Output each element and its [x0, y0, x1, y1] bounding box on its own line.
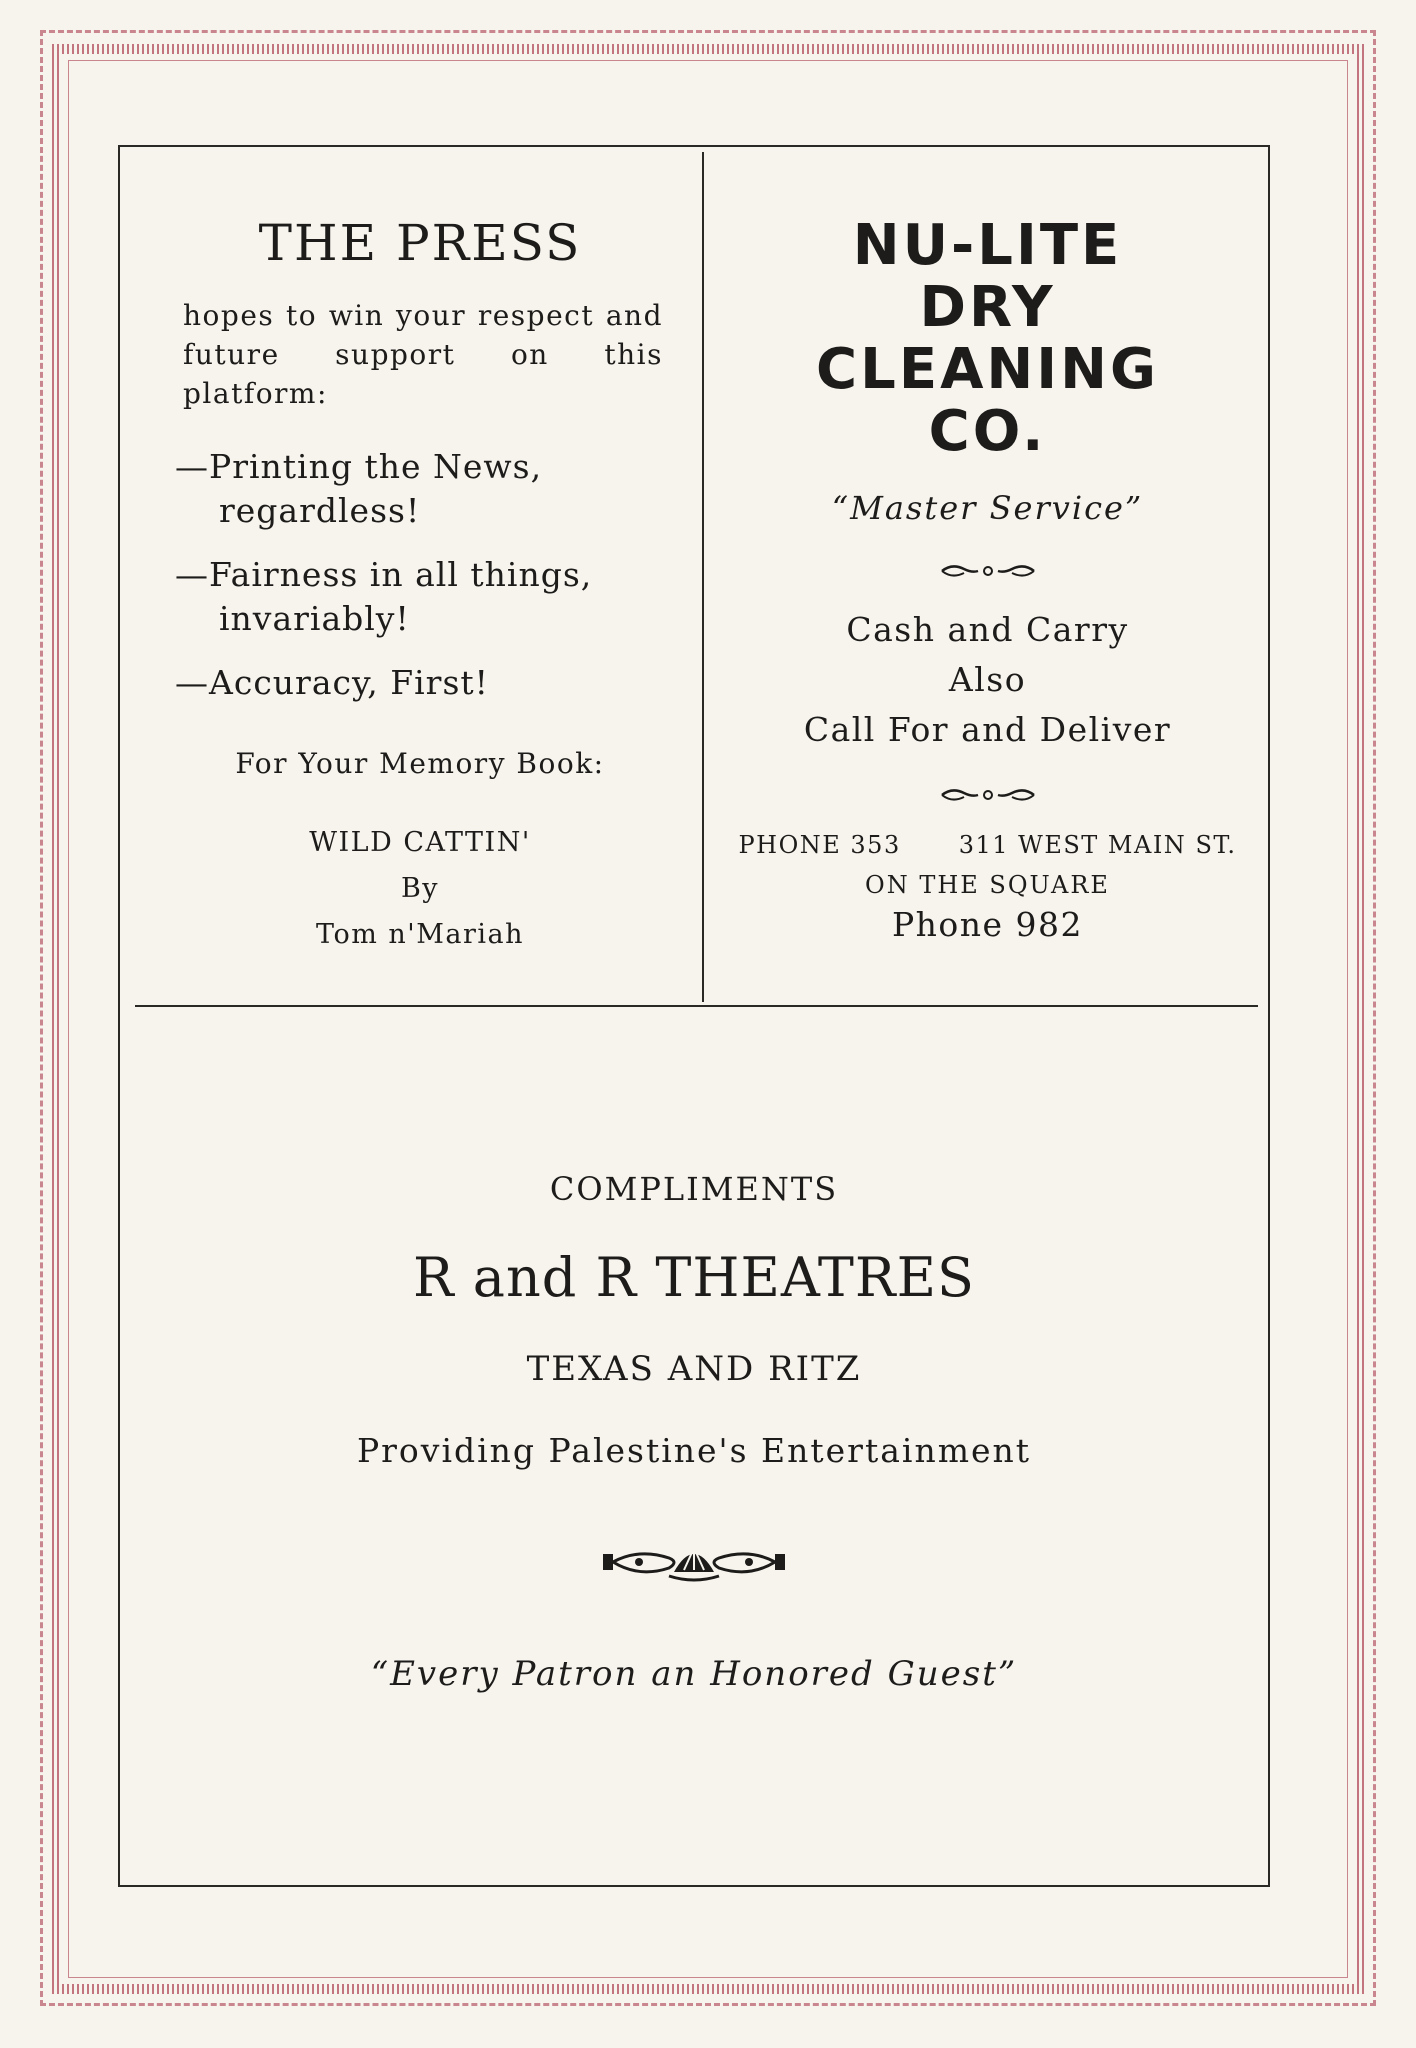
list-item	[175, 553, 675, 641]
book-by: By	[400, 873, 440, 904]
press-point-line1: —Printing the News,	[175, 447, 543, 486]
nulite-service-line: Cash and Carry	[846, 610, 1129, 649]
nulite-phone2: Phone 982	[891, 905, 1084, 944]
press-point-line1: —Accuracy, First!	[175, 663, 489, 702]
vertical-divider	[702, 152, 704, 1002]
compliments-heading: COMPLIMENTS	[549, 1170, 839, 1208]
list-item	[175, 661, 675, 705]
nulite-name-line: NU-LITE	[852, 213, 1123, 278]
memory-book-heading: For Your Memory Book:	[235, 747, 605, 780]
book-author: Tom n'Mariah	[316, 919, 524, 950]
nulite-slogan: “Master Service”	[831, 489, 1144, 527]
nulite-service-line: Call For and Deliver	[803, 710, 1172, 749]
scroll-ornament-icon	[938, 561, 1038, 581]
nulite-contact-row	[715, 831, 1260, 859]
horizontal-divider	[135, 1005, 1258, 1007]
nulite-name-line: CO.	[928, 399, 1047, 464]
nulite-name-line: DRY	[919, 275, 1056, 340]
nulite-address: 311 WEST MAIN ST.	[958, 831, 1237, 859]
list-item	[175, 445, 675, 533]
theatre-name: R and R THEATRES	[412, 1246, 975, 1309]
theatre-subtitle: TEXAS AND RITZ	[526, 1349, 862, 1389]
nulite-location: ON THE SQUARE	[865, 871, 1110, 899]
nulite-company-name	[715, 215, 1260, 463]
nulite-ad	[715, 215, 1260, 944]
nulite-services	[715, 605, 1260, 755]
press-point-line1: —Fairness in all things,	[175, 555, 593, 594]
nulite-phone: PHONE 353	[738, 831, 901, 859]
theatre-motto: “Every Patron an Honored Guest”	[370, 1654, 1018, 1694]
nulite-service-line: Also	[948, 660, 1027, 699]
theatre-description: Providing Palestine's Entertainment	[356, 1431, 1032, 1470]
theatres-ad	[118, 1170, 1270, 1694]
press-point-line2: invariably!	[219, 599, 410, 638]
nulite-name-line: CLEANING	[816, 337, 1159, 402]
scroll-ornament-icon	[938, 785, 1038, 805]
press-point-line2: regardless!	[219, 491, 421, 530]
shell-ornament-icon	[599, 1540, 789, 1584]
press-title: THE PRESS	[258, 214, 582, 272]
press-platform-list	[175, 445, 675, 705]
press-intro: hopes to win your respect and future support on this platform:	[183, 299, 663, 410]
press-ad	[165, 200, 675, 958]
book-title: WILD CATTIN'	[309, 827, 531, 858]
